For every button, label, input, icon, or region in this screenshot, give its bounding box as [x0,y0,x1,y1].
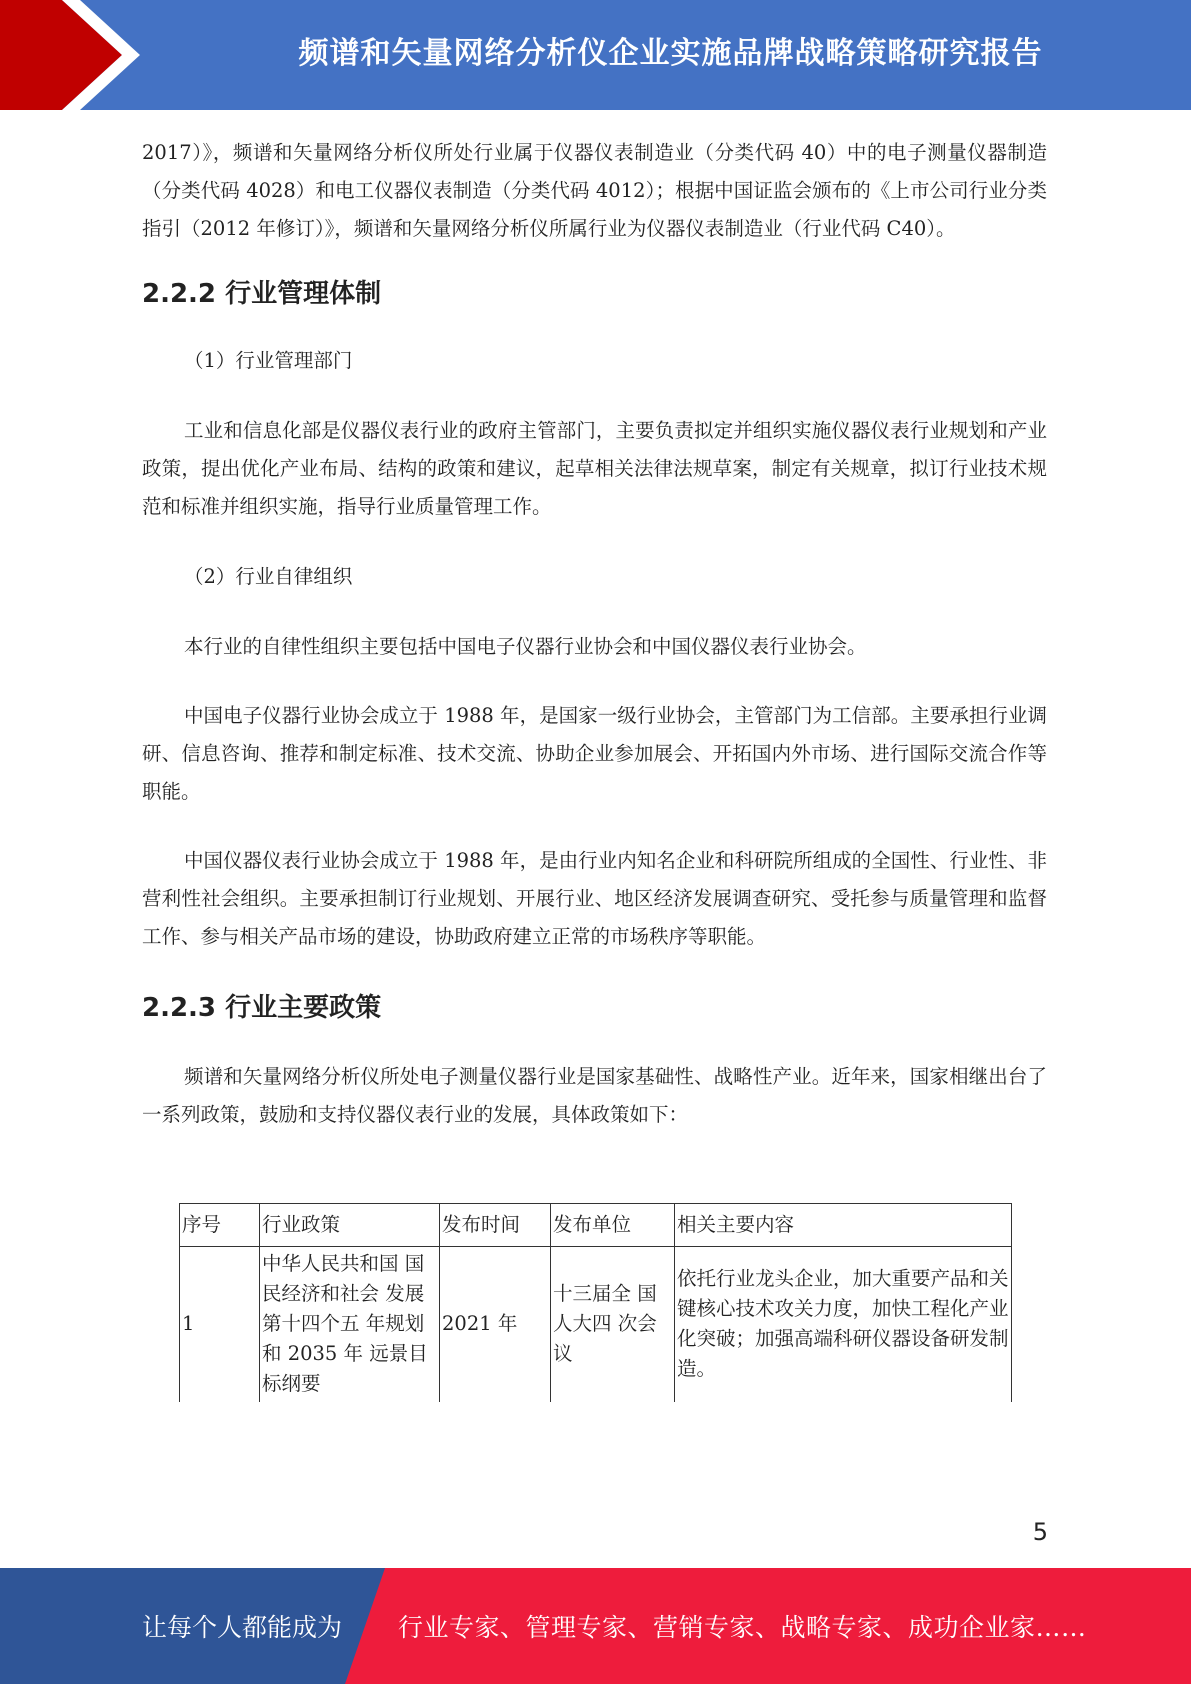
section-heading-2-2-2: 2.2.2 行业管理体制 [142,279,382,309]
cell-issuer: 十三届全 国人大四 次会议 [551,1247,675,1402]
column-header: 发布时间 [440,1204,551,1247]
subheading-management-dept: （1）行业管理部门 [184,349,353,372]
page-header [0,0,1191,110]
column-header: 序号 [180,1204,260,1247]
intro-paragraph: 2017）》，频谱和矢量网络分析仪所处行业属于仪器仪表制造业（分类代码 40）中的电子测量仪器制造（分类代码 4028）和电工仪器仪表制造（分类代码 4012）；根据中国证监会颁布的《上市公司行业分类指引（2012 年修订）》，频谱和矢量网络分析仪所属行业为仪器仪表制造业（行业代码 C40）。 [142,141,1047,240]
footer-slogan-left: 让每个人都能成为 [142,1613,343,1642]
paragraph-instrument-association: 中国仪器仪表行业协会成立于 1988 年，是由行业内知名企业和科研院所组成的全国性、行业性、非营利性社会组织。主要承担制订行业规划、开展行业、地区经济发展调查研究、受托参与质量管理和监督工作、参与相关产品市场的建设，协助政府建立正常的市场秩序等职能。 [142,849,1047,948]
paragraph-self-regulatory-intro: 本行业的自律性组织主要包括中国电子仪器行业协会和中国仪器仪表行业协会。 [184,635,867,658]
paragraph-electronic-instrument-association: 中国电子仪器行业协会成立于 1988 年，是国家一级行业协会，主管部门为工信部。主要承担行业调研、信息咨询、推荐和制定标准、技术交流、协助企业参加展会、开拓国内外市场、进行国际交流合作等职能。 [142,704,1047,803]
page-footer [0,1568,1191,1684]
page-body [142,134,1047,1134]
column-header: 发布单位 [551,1204,675,1247]
cell-content: 依托行业龙头企业，加大重要产品和关键核心技术攻关力度，加快工程化产业化突破；加强高端科研仪器设备研发制造。 [675,1247,1012,1402]
report-title: 频谱和矢量网络分析仪企业实施品牌战略策略研究报告 [298,36,1043,71]
section-heading-2-2-3: 2.2.3 行业主要政策 [142,993,382,1023]
column-header: 行业政策 [260,1204,440,1247]
footer-slogan-right: 行业专家、管理专家、营销专家、战略专家、成功企业家…… [398,1613,1087,1642]
policy-table [179,1203,1012,1402]
paragraph-management-dept: 工业和信息化部是仪器仪表行业的政府主管部门，主要负责拟定并组织实施仪器仪表行业规划和产业政策，提出优化产业布局、结构的政策和建议，起草相关法律法规草案，制定有关规章，拟订行业技术规范和标准并组织实施，指导行业质量管理工作。 [142,419,1047,518]
cell-date: 2021 年 [440,1247,551,1402]
subheading-self-regulatory: （2）行业自律组织 [184,565,353,588]
cell-no: 1 [180,1247,260,1402]
paragraph-policies-intro: 频谱和矢量网络分析仪所处电子测量仪器行业是国家基础性、战略性产业。近年来，国家相继出台了一系列政策，鼓励和支持仪器仪表行业的发展，具体政策如下： [142,1065,1047,1126]
page-number: 5 [1032,1518,1048,1546]
table-header-row [180,1204,1012,1247]
cell-policy: 中华人民共和国 国民经济和社会 发展第十四个五 年规划和 2035 年 远景目标纲要 [260,1247,440,1402]
column-header: 相关主要内容 [675,1204,1012,1247]
header-chevron-graphic [0,0,150,110]
table-row [180,1247,1012,1402]
